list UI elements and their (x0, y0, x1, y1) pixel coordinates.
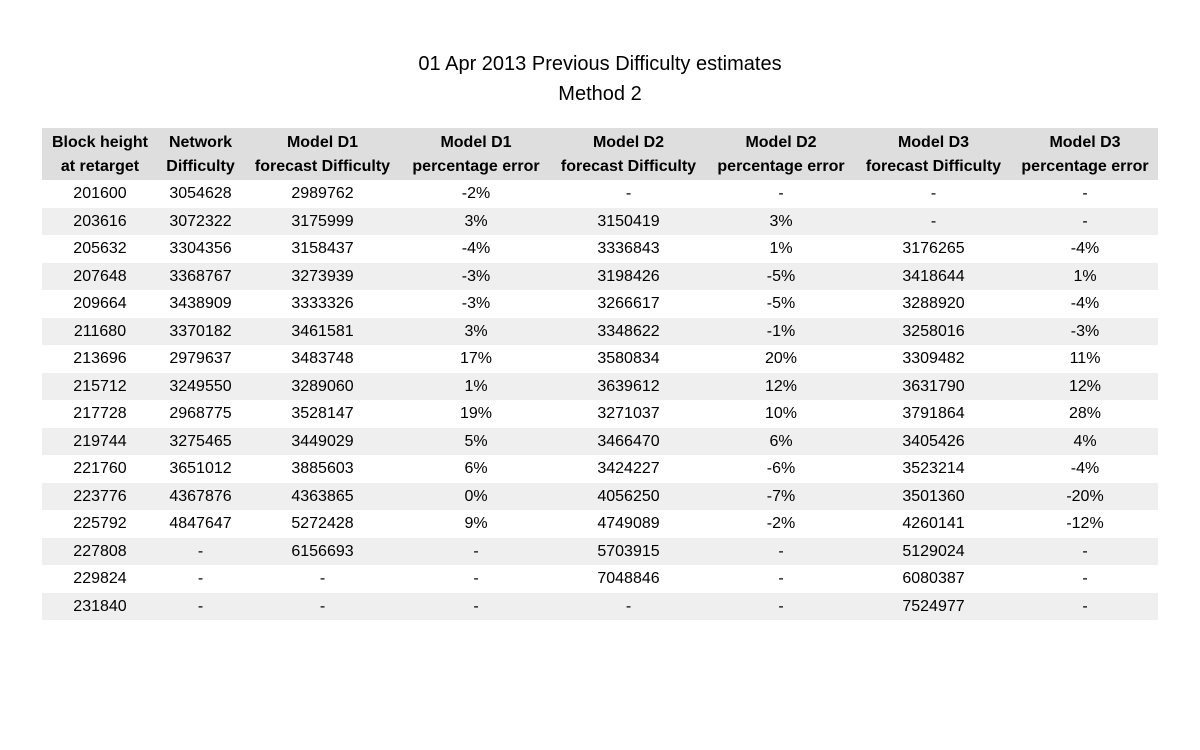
cell-d1-error: 3% (402, 318, 550, 346)
cell-d3-error: -20% (1012, 483, 1158, 511)
table-row (42, 180, 1158, 208)
cell-d3-error: 28% (1068, 405, 1102, 422)
cell-d3-error: -4% (1070, 240, 1100, 257)
cell-d2-error: -5% (707, 263, 855, 291)
cell-block-height: 229824 (73, 570, 127, 587)
cell-d2-forecast: 4749089 (597, 515, 660, 532)
cell-d3-forecast: 3418644 (855, 263, 1012, 291)
cell-d1-error: 17% (459, 350, 493, 367)
cell-d3-error: 4% (1012, 428, 1158, 456)
cell-network-difficulty: 3054628 (169, 185, 232, 202)
cell-d2-forecast: 3271037 (597, 405, 660, 422)
cell-d3-forecast: 3405426 (855, 428, 1012, 456)
header-row (42, 128, 1158, 180)
column-header-d2-error (707, 128, 855, 180)
cell-d3-forecast: 3176265 (902, 240, 965, 257)
column-header-line: Network (168, 134, 233, 151)
cell-d1-error: 3% (402, 208, 550, 236)
cell-block-height: 223776 (42, 483, 158, 511)
table-row (42, 345, 1158, 373)
cell-d3-forecast: 7524977 (855, 593, 1012, 621)
cell-d2-error: -2% (766, 515, 796, 532)
column-header-line: Model D2 (592, 134, 665, 151)
column-header-line: forecast Difficulty (560, 158, 697, 175)
table-row (42, 510, 1158, 538)
column-header-line: percentage error (1021, 158, 1149, 175)
cell-network-difficulty: 4367876 (158, 483, 243, 511)
cell-network-difficulty: - (197, 570, 204, 587)
cell-d1-error: - (402, 538, 550, 566)
cell-network-difficulty: - (158, 593, 243, 621)
cell-d2-error: - (778, 570, 784, 587)
column-header-line: percentage error (412, 158, 540, 175)
table-title: 01 Apr 2013 Previous Difficulty estimates (418, 53, 782, 75)
cell-block-height: 231840 (42, 593, 158, 621)
cell-d3-error: 12% (1012, 373, 1158, 401)
cell-d3-forecast: 3501360 (855, 483, 1012, 511)
cell-d2-error: 12% (707, 373, 855, 401)
cell-d1-forecast: 3175999 (243, 208, 402, 236)
cell-d1-error: -3% (461, 295, 491, 312)
table-row (42, 290, 1158, 318)
cell-block-height: 215712 (42, 373, 158, 401)
cell-network-difficulty: 3368767 (158, 263, 243, 291)
cell-d1-error: 5% (402, 428, 550, 456)
cell-d2-forecast: 3639612 (550, 373, 707, 401)
table-row (42, 235, 1158, 263)
cell-block-height: 203616 (42, 208, 158, 236)
cell-network-difficulty: 3275465 (158, 428, 243, 456)
cell-d2-error: - (707, 538, 855, 566)
cell-d2-error: -6% (766, 460, 796, 477)
cell-d3-error: - (1082, 570, 1088, 587)
cell-d3-forecast: 3791864 (902, 405, 965, 422)
cell-d2-error: - (778, 185, 784, 202)
cell-d1-forecast: 3528147 (291, 405, 354, 422)
cell-d3-error: -4% (1070, 460, 1100, 477)
cell-block-height: 227808 (42, 538, 158, 566)
cell-d2-error: 20% (764, 350, 798, 367)
cell-d3-error: - (1082, 185, 1088, 202)
cell-d1-forecast: 3461581 (243, 318, 402, 346)
column-header-block-height (42, 128, 158, 180)
cell-d1-error: -4% (461, 240, 491, 257)
cell-d1-error: -3% (402, 263, 550, 291)
column-header-line: Model D3 (897, 134, 970, 151)
cell-network-difficulty: 2968775 (169, 405, 232, 422)
column-header-line: Model D1 (440, 134, 512, 151)
cell-d1-error: - (473, 570, 479, 587)
cell-network-difficulty: 4847647 (169, 515, 232, 532)
cell-block-height: 221760 (73, 460, 127, 477)
cell-d1-error: 1% (402, 373, 550, 401)
cell-network-difficulty: 3072322 (158, 208, 243, 236)
cell-d1-forecast: 6156693 (243, 538, 402, 566)
cell-d1-error: 0% (402, 483, 550, 511)
cell-d3-forecast: 3523214 (902, 460, 965, 477)
cell-block-height: 211680 (42, 318, 158, 346)
cell-d2-forecast: 7048846 (597, 570, 660, 587)
cell-network-difficulty: 3370182 (158, 318, 243, 346)
column-header-d3-error (1012, 128, 1158, 180)
column-header-line: Model D1 (286, 134, 359, 151)
cell-d1-error: 9% (464, 515, 488, 532)
table-row (42, 565, 1158, 593)
cell-d3-forecast: - (930, 185, 937, 202)
column-header-d3-forecast (855, 128, 1012, 180)
cell-d2-forecast: 3336843 (597, 240, 660, 257)
cell-d3-error: -4% (1070, 295, 1100, 312)
column-header-line: Difficulty (166, 158, 235, 175)
column-header-network-difficulty (158, 128, 243, 180)
cell-d1-error: -2% (461, 185, 491, 202)
cell-d3-error: - (1012, 538, 1158, 566)
cell-d2-error: -5% (766, 295, 796, 312)
cell-d1-forecast: 2989762 (291, 185, 354, 202)
cell-d1-error: - (402, 593, 550, 621)
cell-network-difficulty: 3438909 (169, 295, 232, 312)
cell-d1-forecast: 5272428 (291, 515, 354, 532)
table-row (42, 483, 1158, 511)
cell-d2-forecast: 3424227 (597, 460, 660, 477)
cell-d1-forecast: 3333326 (291, 295, 354, 312)
column-header-d2-forecast (550, 128, 707, 180)
table-row (42, 318, 1158, 346)
cell-d3-forecast: 3631790 (855, 373, 1012, 401)
table-body (42, 180, 1158, 620)
table-row (42, 373, 1158, 401)
cell-d2-forecast: 3348622 (550, 318, 707, 346)
cell-d2-forecast: 5703915 (550, 538, 707, 566)
cell-network-difficulty: - (158, 538, 243, 566)
cell-d2-forecast: 4056250 (550, 483, 707, 511)
cell-d2-forecast: - (550, 593, 707, 621)
column-header-line: forecast Difficulty (865, 158, 1002, 175)
cell-block-height: 219744 (42, 428, 158, 456)
cell-block-height: 205632 (73, 240, 127, 257)
table-row (42, 263, 1158, 291)
cell-d3-error: 1% (1012, 263, 1158, 291)
table-row (42, 428, 1158, 456)
cell-block-height: 225792 (73, 515, 127, 532)
cell-d2-error: 3% (707, 208, 855, 236)
cell-block-height: 209664 (73, 295, 127, 312)
cell-d1-forecast: - (243, 593, 402, 621)
cell-d1-forecast: 3273939 (243, 263, 402, 291)
table-row (42, 208, 1158, 236)
table-row (42, 455, 1158, 483)
cell-d3-forecast: 3258016 (855, 318, 1012, 346)
cell-block-height: 213696 (73, 350, 127, 367)
cell-block-height: 217728 (73, 405, 127, 422)
cell-d1-forecast: 3158437 (291, 240, 354, 257)
cell-d1-forecast: 3449029 (243, 428, 402, 456)
column-header-d1-error (402, 128, 550, 180)
cell-block-height: 207648 (42, 263, 158, 291)
cell-network-difficulty: 3651012 (169, 460, 232, 477)
cell-d3-forecast: 3309482 (902, 350, 965, 367)
cell-d2-forecast: 3266617 (597, 295, 660, 312)
cell-d3-forecast: 6080387 (902, 570, 965, 587)
cell-d2-forecast: 3198426 (550, 263, 707, 291)
cell-d2-error: 1% (769, 240, 793, 257)
cell-d2-error: -1% (707, 318, 855, 346)
difficulty-table (42, 128, 1158, 620)
cell-d2-error: 10% (764, 405, 798, 422)
cell-d3-forecast: 5129024 (855, 538, 1012, 566)
column-header-line: percentage error (717, 158, 845, 175)
cell-network-difficulty: 3249550 (158, 373, 243, 401)
cell-d1-forecast: 3483748 (291, 350, 354, 367)
table-row (42, 538, 1158, 566)
cell-d2-forecast: 3466470 (550, 428, 707, 456)
cell-d2-forecast: 3580834 (597, 350, 660, 367)
cell-network-difficulty: 3304356 (169, 240, 232, 257)
cell-d3-forecast: 3288920 (902, 295, 965, 312)
cell-d3-forecast: 4260141 (902, 515, 965, 532)
column-header-line: Model D2 (745, 134, 817, 151)
cell-d1-forecast: - (319, 570, 326, 587)
cell-d3-error: -3% (1012, 318, 1158, 346)
cell-d3-error: 11% (1069, 350, 1101, 367)
cell-d2-error: - (707, 593, 855, 621)
table-row (42, 400, 1158, 428)
cell-block-height: 201600 (73, 185, 127, 202)
title-block (0, 49, 1200, 109)
column-header-line: Model D3 (1049, 134, 1121, 151)
cell-network-difficulty: 2979637 (169, 350, 232, 367)
table-header (42, 128, 1158, 180)
cell-d3-forecast: - (855, 208, 1012, 236)
cell-d1-forecast: 3885603 (291, 460, 354, 477)
cell-d1-forecast: 4363865 (243, 483, 402, 511)
table-row (42, 593, 1158, 621)
cell-d1-error: 6% (464, 460, 488, 477)
cell-d3-error: -12% (1066, 515, 1104, 532)
column-header-line: forecast Difficulty (254, 158, 391, 175)
cell-d2-forecast: 3150419 (550, 208, 707, 236)
table-subtitle: Method 2 (558, 83, 642, 105)
column-header-d1-forecast (243, 128, 402, 180)
cell-d3-error: - (1012, 593, 1158, 621)
cell-d3-error: - (1012, 208, 1158, 236)
cell-d2-error: -7% (707, 483, 855, 511)
cell-d1-error: 19% (459, 405, 493, 422)
cell-d2-error: 6% (707, 428, 855, 456)
column-header-line: at retarget (60, 158, 140, 175)
column-header-line: Block height (51, 134, 148, 151)
cell-d2-forecast: - (625, 185, 632, 202)
cell-d1-forecast: 3289060 (243, 373, 402, 401)
